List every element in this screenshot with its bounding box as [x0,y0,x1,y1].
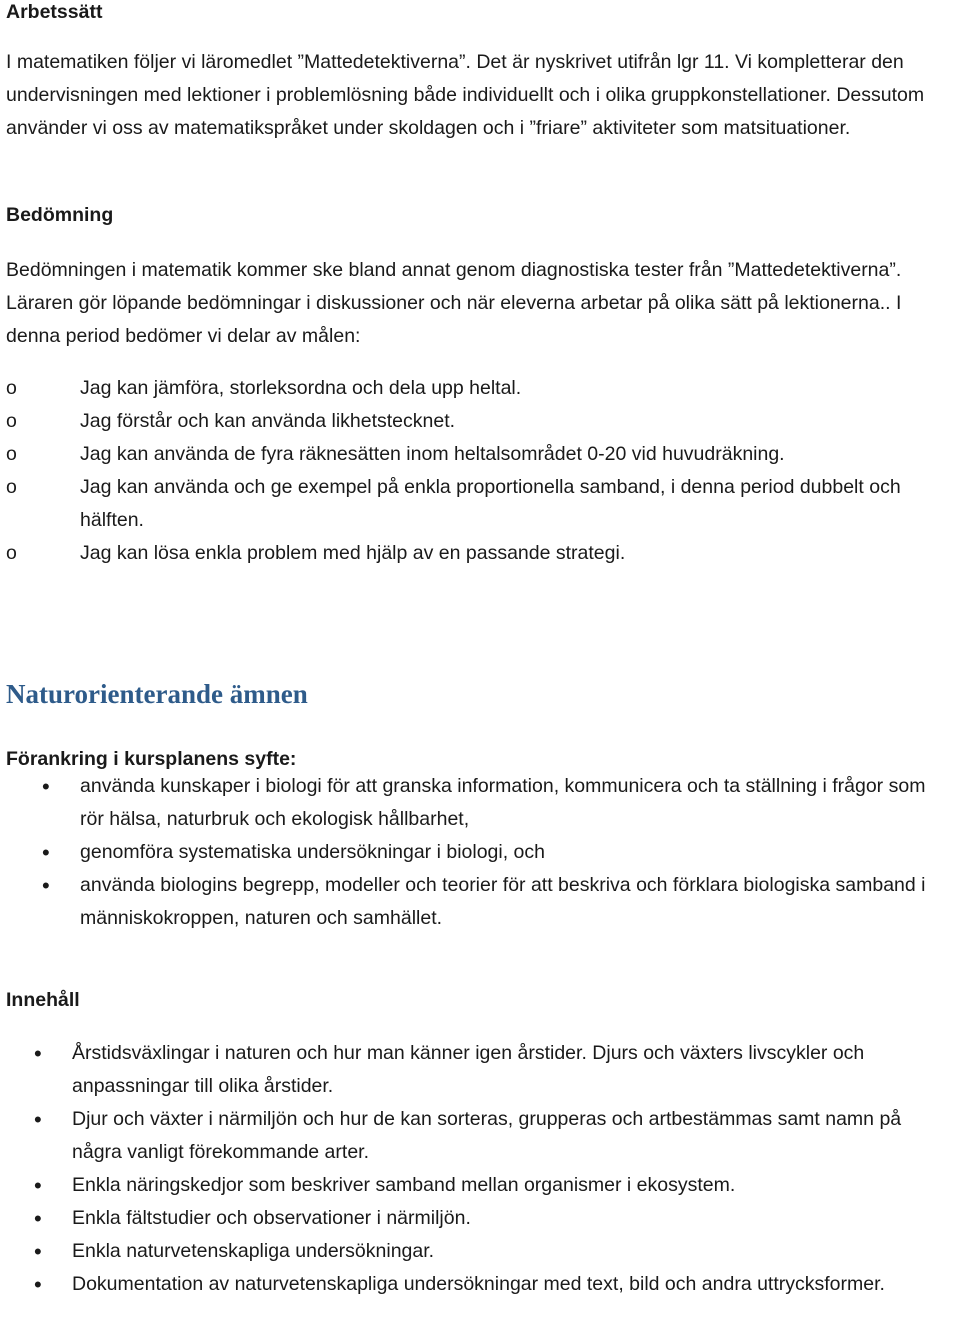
list-item-text: använda biologins begrepp, modeller och teorier för att beskriva och förklara biologiska samband i människokroppen, naturen och samhället. [80,874,926,929]
innehall-list [6,1037,941,1301]
list-item-text: Årstidsväxlingar i naturen och hur man känner igen årstider. Djurs och växters livscykler och anpassningar till olika årstider. [72,1042,865,1097]
list-item-text: Jag kan lösa enkla problem med hjälp av en passande strategi. [80,542,626,564]
list-item-text: Djur och växter i närmiljön och hur de kan sorteras, grupperas och artbestämmas samt namn på några vanligt förekommande arter. [72,1108,902,1163]
list-item-text: Jag kan jämföra, storleksordna och dela upp heltal. [80,377,522,399]
list-item-text: Dokumentation av naturvetenskapliga undersökningar med text, bild och andra uttrycksformer. [72,1273,885,1295]
bullet-icon: • [42,873,50,898]
list-item-text: använda kunskaper i biologi för att granska information, kommunicera och ta ställning i frågor som rör hälsa, naturbruk och ekologisk hållbarhet, [80,775,926,830]
list-item [6,869,941,935]
list-item-text: Jag kan använda de fyra räknesätten inom heltalsområdet 0-20 vid huvudräkning. [80,443,785,465]
circle-bullet: o [6,542,17,564]
heading-arbetssatt: Arbetssätt [6,1,103,23]
heading-forankring: Förankring i kursplanens syfte: [6,748,297,770]
circle-bullet: o [6,476,17,498]
bullet-icon: • [34,1272,42,1297]
list-item-text: Jag kan använda och ge exempel på enkla proportionella samband, i denna period dubbelt och hälften. [80,476,901,531]
list-item [6,372,941,405]
list-item [6,770,941,836]
list-item [6,1103,941,1169]
list-item [6,1037,941,1103]
list-item-text: Enkla näringskedjor som beskriver samband mellan organismer i ekosystem. [72,1174,736,1196]
circle-bullet: o [6,377,17,399]
paragraph-arbetssatt: I matematiken följer vi läromedlet ”Mattedetektiverna”. Det är nyskrivet utifrån lgr 11. Vi kompletterar den undervisningen med lektioner i problemlösning både individuellt och i olika gruppkonstellationer. Dessutom använder vi oss av matematikspråket under skoldagen och i ”friare” aktiviteter som matsituationer. [6,51,925,139]
circle-bullet: o [6,443,17,465]
heading-bedomning: Bedömning [6,204,114,226]
forankring-list [6,770,941,935]
list-item [6,1202,941,1235]
section-title-naturorienterande: Naturorienterande ämnen [6,679,308,709]
list-item [6,438,941,471]
list-item-text: Enkla fältstudier och observationer i närmiljön. [72,1207,471,1229]
list-item [6,1235,941,1268]
bullet-icon: • [34,1107,42,1132]
circle-bullet: o [6,410,17,432]
list-item-text: Enkla naturvetenskapliga undersökningar. [72,1240,435,1262]
list-item [6,836,941,869]
bullet-icon: • [34,1239,42,1264]
bullet-icon: • [34,1173,42,1198]
bullet-icon: • [34,1206,42,1231]
list-item [6,471,941,537]
list-item [6,405,941,438]
heading-innehall: Innehåll [6,989,80,1011]
bullet-icon: • [42,840,50,865]
list-item [6,1268,941,1301]
list-item [6,537,941,570]
goals-list [6,372,941,570]
paragraph-bedomning: Bedömningen i matematik kommer ske bland annat genom diagnostiska tester från ”Mattedetektiverna”. Läraren gör löpande bedömningar i diskussioner och när eleverna arbetar på olika sätt på lektionerna.. I denna period bedömer vi delar av målen: [6,259,902,347]
list-item-text: genomföra systematiska undersökningar i biologi, och [80,841,546,863]
list-item [6,1169,941,1202]
bullet-icon: • [34,1041,42,1066]
bullet-icon: • [42,774,50,799]
list-item-text: Jag förstår och kan använda likhetstecknet. [80,410,456,432]
